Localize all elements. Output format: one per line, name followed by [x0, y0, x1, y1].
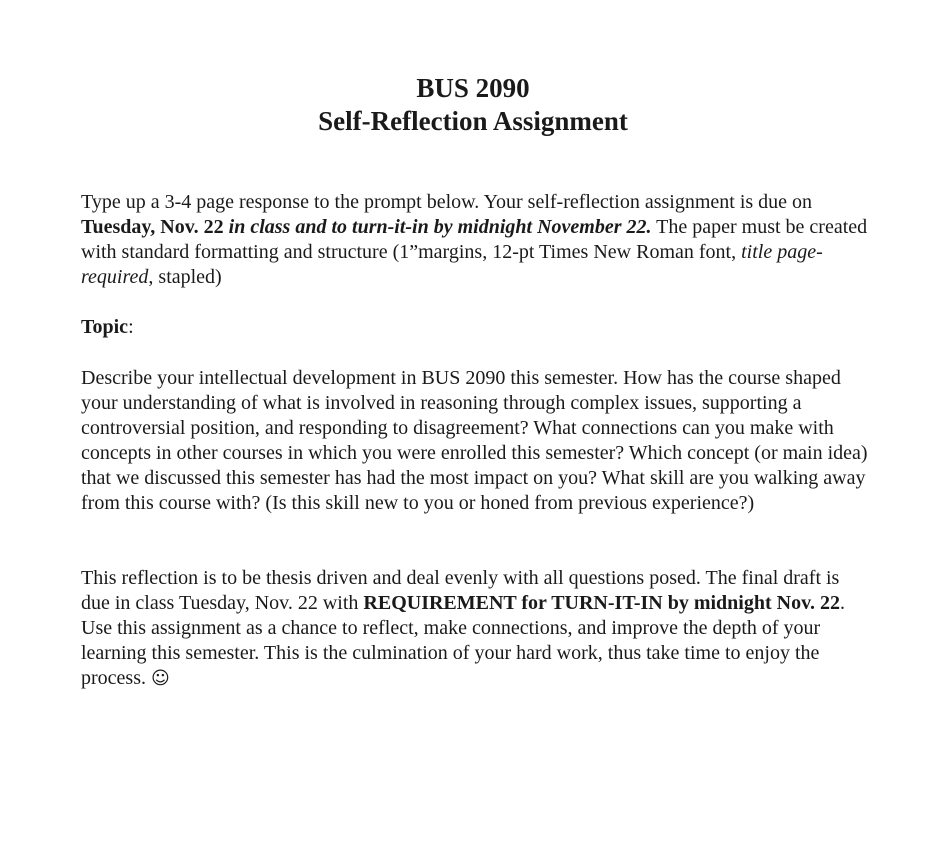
due-date: Tuesday, Nov. 22	[81, 216, 224, 238]
format-text: The paper must be created with standard formatting and structure (1”margins, 12-pt Times New Roman font,	[81, 216, 868, 263]
turnitin-requirement: REQUIREMENT for TURN-IT-IN by midnight Nov. 22	[363, 592, 840, 614]
closing-paragraph	[81, 566, 871, 691]
topic-colon: :	[128, 316, 134, 338]
prompt-paragraph: Describe your intellectual development in BUS 2090 this semester. How has the course shaped your understanding of what is involved in reasoning through complex issues, supporting a controversial position, and responding to disagreement? What connections can you make with concepts in other courses in which you were enrolled this semester? Which concept (or main idea) that we discussed this semester has had the most impact on you? What skill are you walking away from this course with? (Is this skill new to you or honed from previous experience?)	[81, 367, 868, 514]
course-code: BUS 2090	[416, 73, 530, 103]
intro-lead: Type up a 3-4 page response to the prompt below. Your self-reflection assignment is due on	[81, 191, 813, 213]
closing-lead: This reflection is to be thesis driven and deal evenly with all questions posed. The final draft is due in class Tuesday, Nov. 22 with	[81, 567, 840, 614]
document-title	[0, 72, 946, 138]
smiley-icon: ☺	[150, 668, 170, 689]
due-detail: in class and to turn-it-in by midnight November 22.	[228, 216, 652, 238]
assignment-title: Self-Reflection Assignment	[318, 106, 628, 136]
format-end: , stapled)	[148, 266, 222, 288]
topic-heading	[81, 315, 871, 340]
topic-label: Topic	[81, 316, 129, 338]
intro-paragraph	[81, 190, 871, 290]
title-page-note: title page-required	[81, 241, 823, 288]
closing-tail: . Use this assignment as a chance to reflect, make connections, and improve the depth of your learning this semester. This is the culmination of your hard work, thus take time to enjoy the process.	[81, 592, 845, 689]
